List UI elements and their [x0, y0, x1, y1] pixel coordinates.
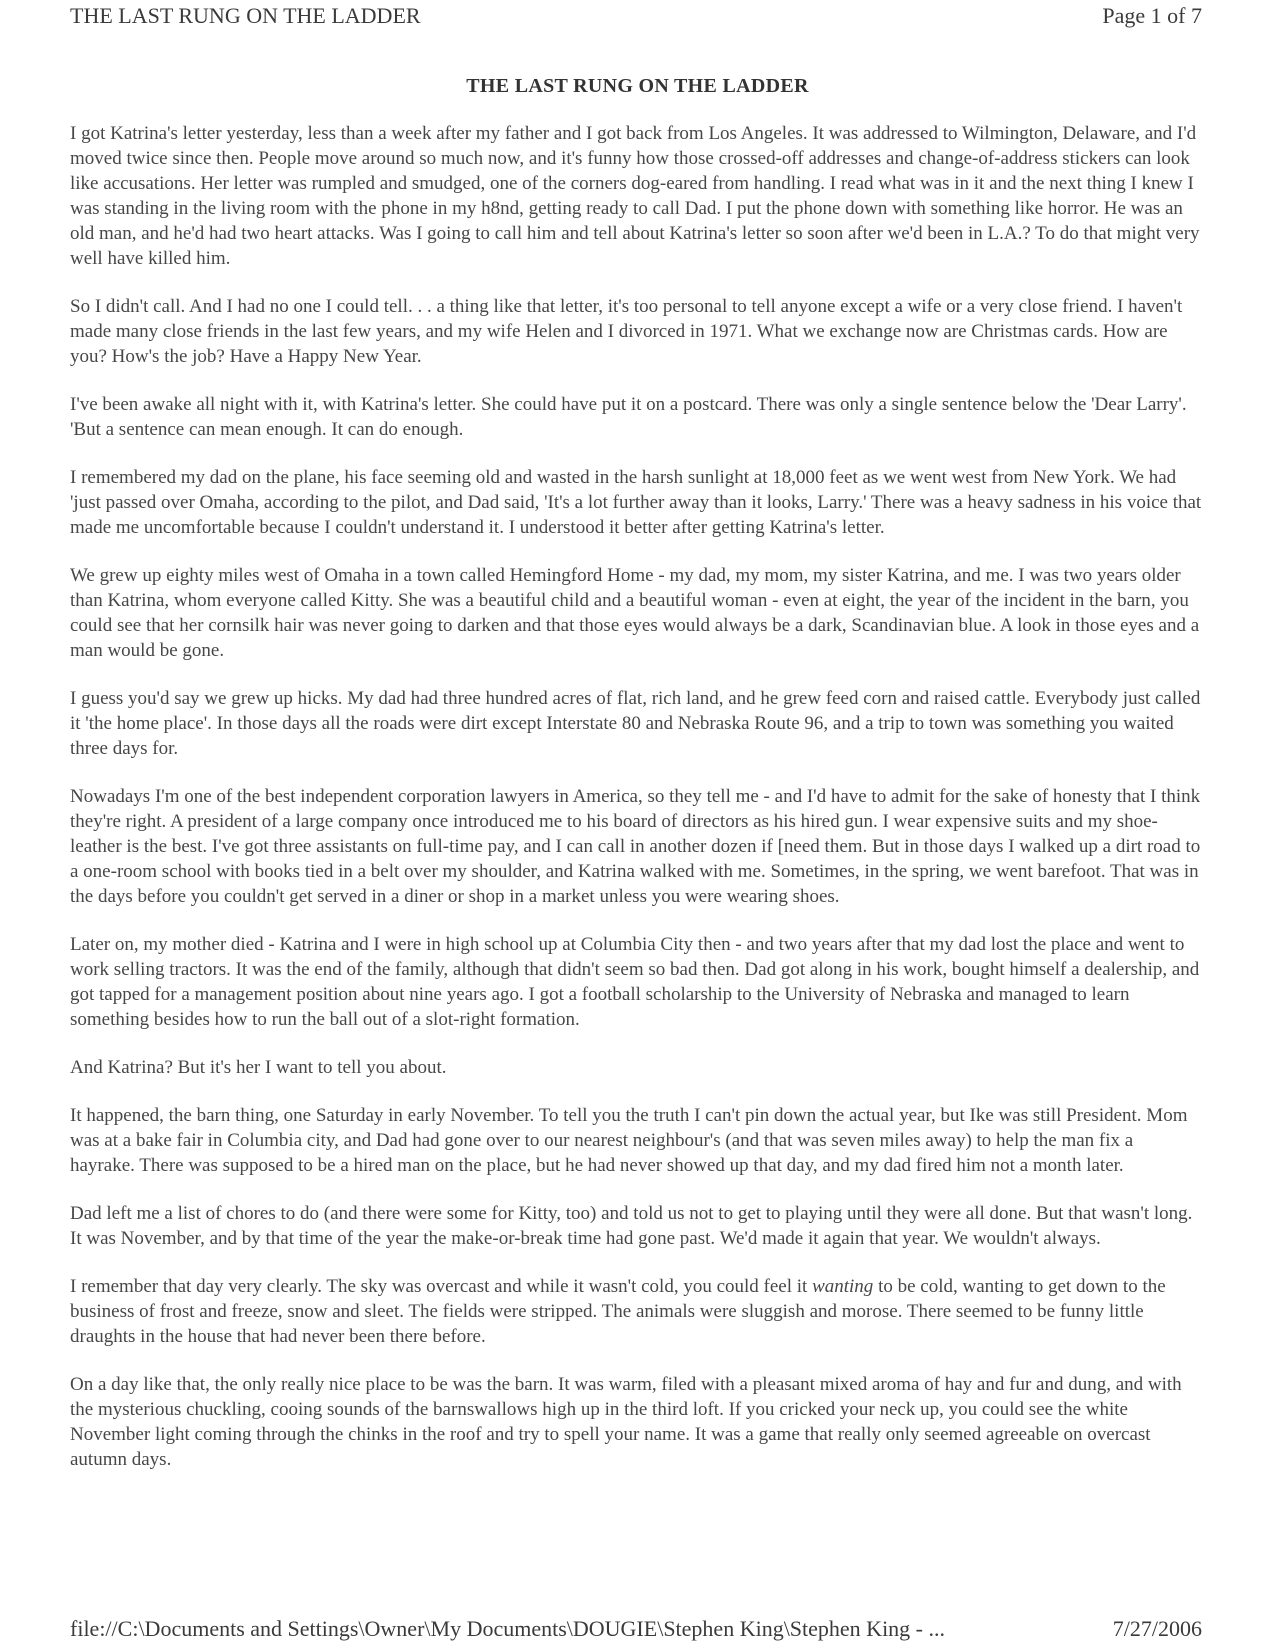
story-paragraph: Nowadays I'm one of the best independent corporation lawyers in America, so they tell me - and I'd have to admit for the sake of honesty that I think they're right. A president of a large company once introduced me to his board of directors as his hired gun. I wear expensive suits and my shoe-leather is the best. I've got three assistants on full-time pay, and I can call in another dozen if [need them. But in those days I walked up a dirt road to a one-room school with books tied in a belt over my shoulder, and Katrina walked with me. Sometimes, in the spring, we went barefoot. That was in the days before you couldn't get served in a diner or shop in a market unless you were wearing shoes.: [70, 786, 1201, 907]
page-header: [0, 0, 1275, 29]
story-paragraph: I remember that day very clearly. The sky was overcast and while it wasn't cold, you could feel it wanting to be cold, wanting to get down to the business of frost and freeze, snow and sleet. The fields were stripped. The animals were sluggish and morose. There seemed to be funny little draughts in the house that had never been there before.: [70, 1276, 1166, 1347]
footer-print-date: 7/27/2006: [1112, 1616, 1202, 1641]
story-body: [0, 121, 1275, 1472]
story-paragraph: I guess you'd say we grew up hicks. My dad had three hundred acres of flat, rich land, and he grew feed corn and raised cattle. Everybody just called it 'the home place'. In those days all the roads were dirt except Interstate 80 and Nebraska Route 96, and a trip to town was something you waited three days for.: [70, 688, 1201, 759]
story-paragraph: Dad left me a list of chores to do (and there were some for Kitty, too) and told us not to get to playing until they were all done. But that wasn't long. It was November, and by that time of the year the make-or-break time had gone past. We'd made it again that year. We wouldn't always.: [70, 1203, 1193, 1249]
story-paragraph: So I didn't call. And I had no one I could tell. . . a thing like that letter, it's too personal to tell anyone except a wife or a very close friend. I haven't made many close friends in the last few years, and my wife Helen and I divorced in 1971. What we exchange now are Christmas cards. How are you? How's the job? Have a Happy New Year.: [70, 296, 1183, 367]
footer-file-path: file://C:\Documents and Settings\Owner\My Documents\DOUGIE\Stephen King\Stephen King - ...: [70, 1616, 946, 1641]
story-paragraph: And Katrina? But it's her I want to tell you about.: [70, 1057, 447, 1078]
page-footer: [70, 1616, 1202, 1642]
story-paragraph: I got Katrina's letter yesterday, less than a week after my father and I got back from Los Angeles. It was addressed to Wilmington, Delaware, and I'd moved twice since then. People move around so much now, and it's funny how those crossed-off addresses and change-of-address stickers can look like accusations. Her letter was rumpled and smudged, one of the corners dog-eared from handling. I read what was in it and the next thing I knew I was standing in the living room with the phone in my h8nd, getting ready to call Dad. I put the phone down with something like horror. He was an old man, and he'd had two heart attacks. Was I going to call him and tell about Katrina's letter so soon after we'd been in L.A.? To do that might very well have killed him.: [70, 123, 1200, 269]
header-document-title: THE LAST RUNG ON THE LADDER: [70, 3, 421, 28]
story-paragraph: Later on, my mother died - Katrina and I were in high school up at Columbia City then - and two years after that my dad lost the place and went to work selling tractors. It was the end of the family, although that didn't seem so bad then. Dad got along in his work, bought himself a dealership, and got tapped for a management position about nine years ago. I got a football scholarship to the University of Nebraska and managed to learn something besides how to run the ball out of a slot-right formation.: [70, 934, 1200, 1030]
story-title: THE LAST RUNG ON THE LADDER: [466, 75, 809, 97]
story-paragraph: I've been awake all night with it, with Katrina's letter. She could have put it on a postcard. There was only a single sentence below the 'Dear Larry'. 'But a sentence can mean enough. It can do enough.: [70, 394, 1187, 440]
header-page-number: Page 1 of 7: [1102, 3, 1202, 28]
story-paragraph: I remembered my dad on the plane, his face seeming old and wasted in the harsh sunlight at 18,000 feet as we went west from New York. We had 'just passed over Omaha, according to the pilot, and Dad said, 'It's a lot further away than it looks, Larry.' There was a heavy sadness in his voice that made me uncomfortable because I couldn't understand it. I understood it better after getting Katrina's letter.: [70, 467, 1202, 538]
story-paragraph: It happened, the barn thing, one Saturday in early November. To tell you the truth I can't pin down the actual year, but Ike was still President. Mom was at a bake fair in Columbia city, and Dad had gone over to our nearest neighbour's (and that was seven miles away) to help the man fix a hayrake. There was supposed to be a hired man on the place, but he had never showed up that day, and my dad fired him not a month later.: [70, 1105, 1188, 1176]
story-paragraph: On a day like that, the only really nice place to be was the barn. It was warm, filed with a pleasant mixed aroma of hay and fur and dung, and with the mysterious chuckling, cooing sounds of the barnswallows high up in the third loft. If you cricked your neck up, you could see the white November light coming through the chinks in the roof and try to spell your name. It was a game that really only seemed agreeable on overcast autumn days.: [70, 1374, 1182, 1470]
story-paragraph: We grew up eighty miles west of Omaha in a town called Hemingford Home - my dad, my mom, my sister Katrina, and me. I was two years older than Katrina, whom everyone called Kitty. She was a beautiful child and a beautiful woman - even at eight, the year of the incident in the barn, you could see that her cornsilk hair was never going to darken and that those eyes would always be a dark, Scandinavian blue. A look in those eyes and a man would be gone.: [70, 565, 1200, 661]
